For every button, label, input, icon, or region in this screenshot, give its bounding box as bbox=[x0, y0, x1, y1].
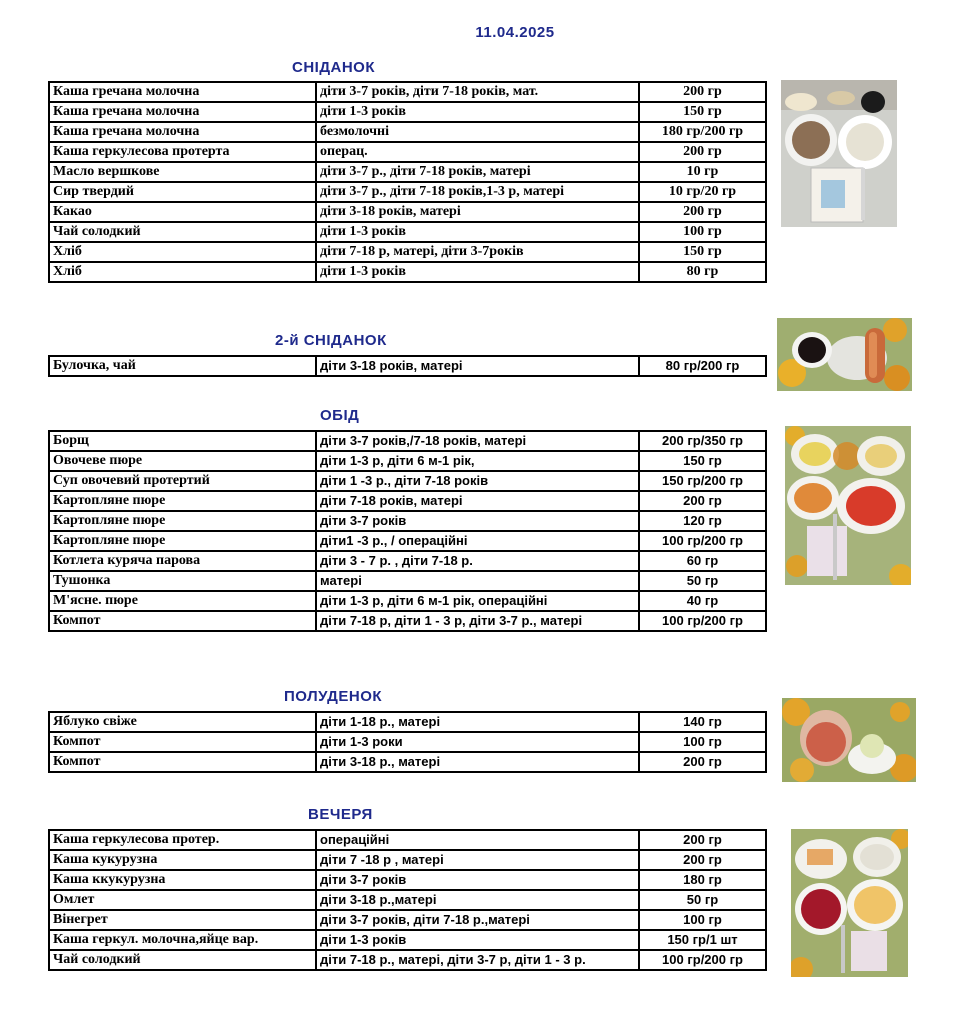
target-group: діти 1-3 років bbox=[316, 930, 639, 950]
table-row bbox=[49, 511, 766, 531]
target-group: операційні bbox=[316, 830, 639, 850]
table-row bbox=[49, 262, 766, 282]
portion-size: 50 гр bbox=[639, 890, 766, 910]
portion-size: 10 гр bbox=[639, 162, 766, 182]
section-title-breakfast: СНІДАНОК bbox=[292, 59, 376, 76]
dish-name: Яблуко свіже bbox=[49, 712, 316, 732]
target-group: діти 1-3 роки bbox=[316, 732, 639, 752]
portion-size: 150 гр/1 шт bbox=[639, 930, 766, 950]
table-row bbox=[49, 611, 766, 631]
section-title-dinner: ВЕЧЕРЯ bbox=[308, 806, 373, 823]
dish-name: Вінегрет bbox=[49, 910, 316, 930]
table-row bbox=[49, 102, 766, 122]
table-row bbox=[49, 531, 766, 551]
portion-size: 150 гр/200 гр bbox=[639, 471, 766, 491]
dish-name: Овочеве пюре bbox=[49, 451, 316, 471]
target-group: діти 3-18 років, матері bbox=[316, 356, 639, 376]
lunch-photo bbox=[785, 426, 911, 585]
section-title-second-breakfast: 2-й СНІДАНОК bbox=[275, 332, 387, 349]
dish-name: М'ясне. пюре bbox=[49, 591, 316, 611]
dish-name: Суп овочевий протертий bbox=[49, 471, 316, 491]
target-group: діти 7-18 р, матері, діти 3-7років bbox=[316, 242, 639, 262]
dish-name: Каша гречана молочна bbox=[49, 122, 316, 142]
portion-size: 80 гр/200 гр bbox=[639, 356, 766, 376]
target-group: діти1 -3 р., / операційні bbox=[316, 531, 639, 551]
table-row bbox=[49, 910, 766, 930]
table-row bbox=[49, 82, 766, 102]
lunch-table bbox=[48, 430, 767, 632]
dinner-table bbox=[48, 829, 767, 971]
target-group: матері bbox=[316, 571, 639, 591]
dish-name: Хліб bbox=[49, 262, 316, 282]
dish-name: Котлета куряча парова bbox=[49, 551, 316, 571]
target-group: діти 7-18 років, матері bbox=[316, 491, 639, 511]
portion-size: 150 гр bbox=[639, 242, 766, 262]
table-row bbox=[49, 870, 766, 890]
portion-size: 200 гр bbox=[639, 850, 766, 870]
dish-name: Компот bbox=[49, 732, 316, 752]
dish-name: Омлет bbox=[49, 890, 316, 910]
section-title-snack: ПОЛУДЕНОК bbox=[284, 688, 383, 705]
portion-size: 200 гр/350 гр bbox=[639, 431, 766, 451]
breakfast-table bbox=[48, 81, 767, 283]
target-group: діти 1-18 р., матері bbox=[316, 712, 639, 732]
snack-photo bbox=[782, 698, 916, 782]
dish-name: Каша гречана молочна bbox=[49, 102, 316, 122]
target-group: діти 1-3 р, діти 6 м-1 рік, операційні bbox=[316, 591, 639, 611]
table-row bbox=[49, 182, 766, 202]
portion-size: 140 гр bbox=[639, 712, 766, 732]
target-group: діти 3-7 років,/7-18 років, матері bbox=[316, 431, 639, 451]
portion-size: 100 гр/200 гр bbox=[639, 611, 766, 631]
second-breakfast-table bbox=[48, 355, 767, 377]
section-title-lunch: ОБІД bbox=[320, 407, 360, 424]
portion-size: 150 гр bbox=[639, 451, 766, 471]
dinner-photo bbox=[791, 829, 908, 977]
portion-size: 150 гр bbox=[639, 102, 766, 122]
target-group: діти 1-3 років bbox=[316, 262, 639, 282]
portion-size: 180 гр bbox=[639, 870, 766, 890]
target-group: діти 7-18 р., матері, діти 3-7 р, діти 1 - 3 р. bbox=[316, 950, 639, 970]
target-group: діти 1 -3 р., діти 7-18 років bbox=[316, 471, 639, 491]
dish-name: Каша гречана молочна bbox=[49, 82, 316, 102]
dish-name: Булочка, чай bbox=[49, 356, 316, 376]
target-group: діти 3-7 років bbox=[316, 511, 639, 531]
dish-name: Борщ bbox=[49, 431, 316, 451]
target-group: діти 3-18 років, матері bbox=[316, 202, 639, 222]
table-row bbox=[49, 222, 766, 242]
table-row bbox=[49, 830, 766, 850]
portion-size: 10 гр/20 гр bbox=[639, 182, 766, 202]
dish-name: Компот bbox=[49, 752, 316, 772]
table-row bbox=[49, 732, 766, 752]
dish-name: Каша кукурузна bbox=[49, 850, 316, 870]
target-group: діти 1-3 років bbox=[316, 222, 639, 242]
snack-table bbox=[48, 711, 767, 773]
second-breakfast-photo bbox=[777, 318, 912, 391]
breakfast-photo bbox=[781, 80, 897, 227]
dish-name: Чай солодкий bbox=[49, 222, 316, 242]
portion-size: 200 гр bbox=[639, 202, 766, 222]
portion-size: 100 гр bbox=[639, 910, 766, 930]
table-row bbox=[49, 591, 766, 611]
target-group: діти 7 -18 р , матері bbox=[316, 850, 639, 870]
portion-size: 200 гр bbox=[639, 491, 766, 511]
target-group: діти 3-7 р., діти 7-18 років, матері bbox=[316, 162, 639, 182]
portion-size: 100 гр bbox=[639, 222, 766, 242]
target-group: діти 1-3 років bbox=[316, 102, 639, 122]
target-group: операц. bbox=[316, 142, 639, 162]
portion-size: 40 гр bbox=[639, 591, 766, 611]
portion-size: 100 гр/200 гр bbox=[639, 531, 766, 551]
dish-name: Картопляне пюре bbox=[49, 511, 316, 531]
menu-date: 11.04.2025 bbox=[475, 24, 555, 41]
dish-name: Картопляне пюре bbox=[49, 531, 316, 551]
table-row bbox=[49, 491, 766, 511]
dish-name: Чай солодкий bbox=[49, 950, 316, 970]
target-group: діти 3 - 7 р. , діти 7-18 р. bbox=[316, 551, 639, 571]
table-row bbox=[49, 571, 766, 591]
dish-name: Хліб bbox=[49, 242, 316, 262]
target-group: діти 3-7 років bbox=[316, 870, 639, 890]
dish-name: Сир твердий bbox=[49, 182, 316, 202]
table-row bbox=[49, 162, 766, 182]
table-row bbox=[49, 950, 766, 970]
dish-name: Каша геркулесова протер. bbox=[49, 830, 316, 850]
target-group: безмолочні bbox=[316, 122, 639, 142]
table-row bbox=[49, 752, 766, 772]
portion-size: 100 гр/200 гр bbox=[639, 950, 766, 970]
portion-size: 100 гр bbox=[639, 732, 766, 752]
table-row bbox=[49, 431, 766, 451]
target-group: діти 1-3 р, діти 6 м-1 рік, bbox=[316, 451, 639, 471]
portion-size: 200 гр bbox=[639, 830, 766, 850]
dish-name: Масло вершкове bbox=[49, 162, 316, 182]
table-row bbox=[49, 890, 766, 910]
target-group: діти 3-18 р.,матері bbox=[316, 890, 639, 910]
table-row bbox=[49, 551, 766, 571]
dish-name: Картопляне пюре bbox=[49, 491, 316, 511]
table-row bbox=[49, 930, 766, 950]
table-row bbox=[49, 712, 766, 732]
table-row bbox=[49, 122, 766, 142]
dish-name: Компот bbox=[49, 611, 316, 631]
portion-size: 120 гр bbox=[639, 511, 766, 531]
target-group: діти 3-7 років, діти 7-18 років, мат. bbox=[316, 82, 639, 102]
table-row bbox=[49, 242, 766, 262]
portion-size: 200 гр bbox=[639, 82, 766, 102]
target-group: діти 3-18 р., матері bbox=[316, 752, 639, 772]
table-row bbox=[49, 142, 766, 162]
portion-size: 80 гр bbox=[639, 262, 766, 282]
target-group: діти 3-7 років, діти 7-18 р.,матері bbox=[316, 910, 639, 930]
target-group: діти 7-18 р, діти 1 - 3 р, діти 3-7 р., матері bbox=[316, 611, 639, 631]
dish-name: Каша ккукурузна bbox=[49, 870, 316, 890]
table-row bbox=[49, 451, 766, 471]
table-row bbox=[49, 356, 766, 376]
portion-size: 200 гр bbox=[639, 752, 766, 772]
portion-size: 50 гр bbox=[639, 571, 766, 591]
target-group: діти 3-7 р., діти 7-18 років,1-3 р, матері bbox=[316, 182, 639, 202]
table-row bbox=[49, 850, 766, 870]
portion-size: 200 гр bbox=[639, 142, 766, 162]
dish-name: Тушонка bbox=[49, 571, 316, 591]
dish-name: Каша геркул. молочна,яйце вар. bbox=[49, 930, 316, 950]
portion-size: 180 гр/200 гр bbox=[639, 122, 766, 142]
dish-name: Какао bbox=[49, 202, 316, 222]
dish-name: Каша геркулесова протерта bbox=[49, 142, 316, 162]
portion-size: 60 гр bbox=[639, 551, 766, 571]
table-row bbox=[49, 471, 766, 491]
table-row bbox=[49, 202, 766, 222]
